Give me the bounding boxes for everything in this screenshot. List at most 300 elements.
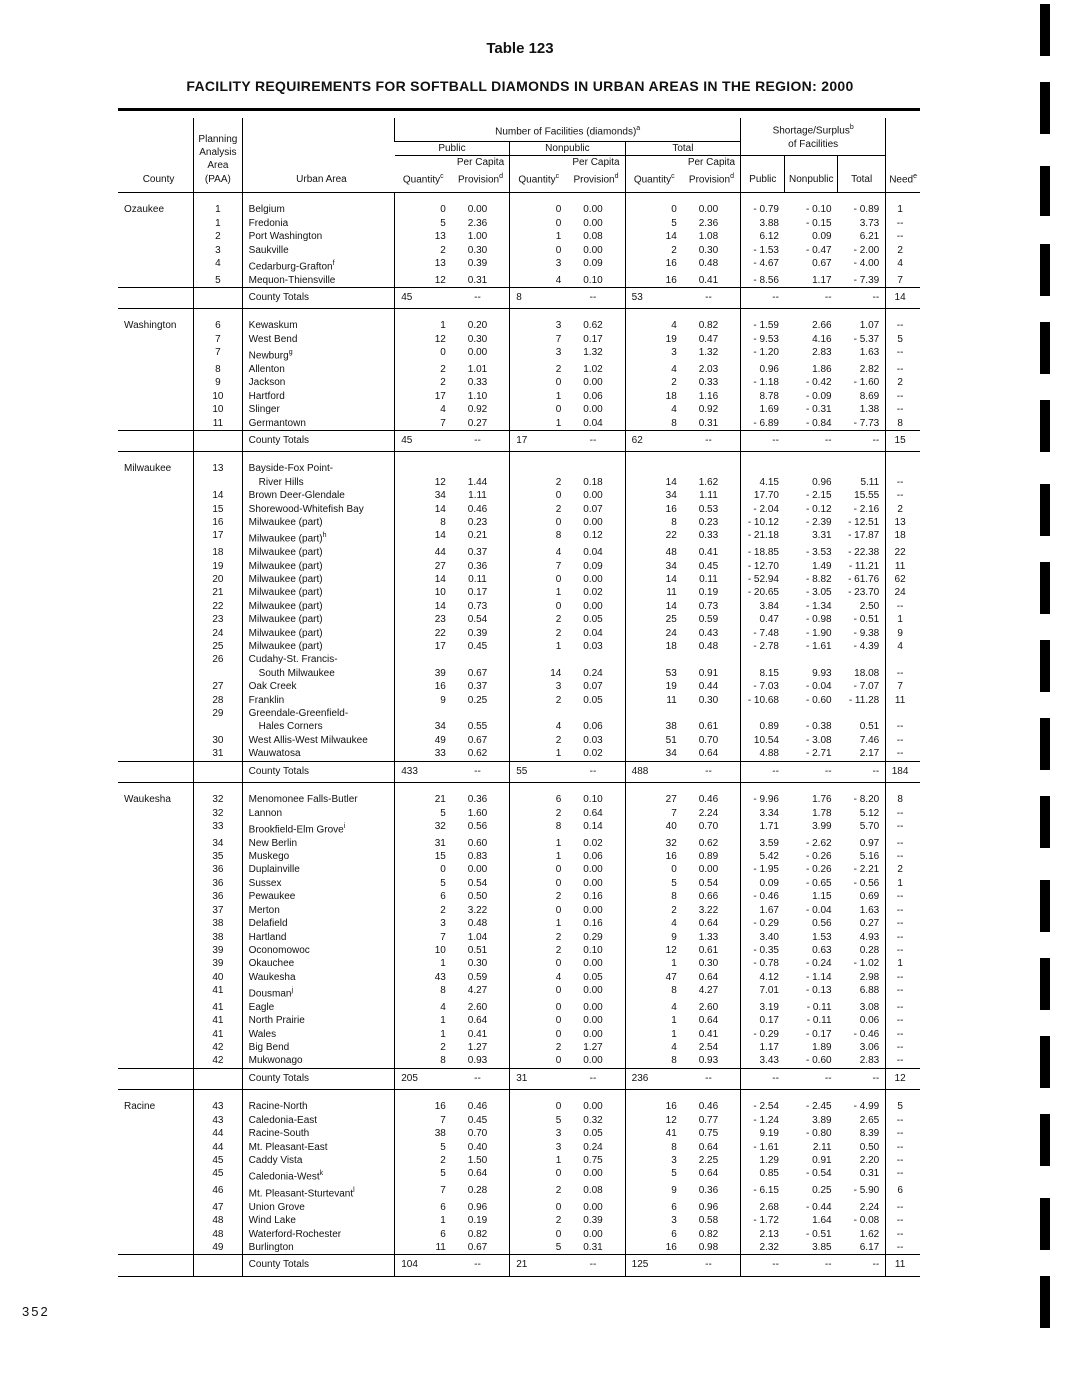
cell-paa <box>194 667 243 680</box>
table-row <box>118 1184 920 1201</box>
cell-county <box>118 1228 194 1241</box>
cell-pq: 43 <box>395 971 452 984</box>
spacer-cell <box>452 783 510 794</box>
urban-area-name: New Berlin <box>248 837 298 849</box>
cell-np: 0.03 <box>583 734 603 746</box>
cell-urban-area <box>242 1241 395 1255</box>
cell-pp: 0.46 <box>467 1101 488 1113</box>
cell-pq: 7 <box>395 931 452 944</box>
cell-st: - 2.16 <box>853 503 880 515</box>
cell-nq: 2 <box>510 476 568 489</box>
cell-county <box>118 720 194 733</box>
table-row <box>118 707 920 720</box>
cell-urban-area <box>242 1127 395 1140</box>
cell-sn: 1.15 <box>812 891 832 903</box>
cell-sn: 2.11 <box>812 1141 832 1153</box>
cell-sp: - 18.85 <box>741 546 785 559</box>
cell-pp: 0.00 <box>467 864 488 876</box>
group-spacer <box>118 309 920 320</box>
county-totals-row <box>118 288 920 309</box>
cell-need: 5 <box>886 333 920 346</box>
cell-county <box>118 1255 194 1276</box>
table-row <box>118 1054 920 1068</box>
cell-st: -- <box>838 1068 886 1089</box>
table-row <box>118 694 920 707</box>
footnote-marker: f <box>332 259 335 267</box>
cell-pp: 0.30 <box>467 244 488 256</box>
cell-need: -- <box>886 489 920 502</box>
cell-need: -- <box>886 403 920 416</box>
margin-bar <box>1040 958 1050 1010</box>
cell-nq: 1 <box>510 640 568 653</box>
cell-urban-area <box>242 516 395 529</box>
cell-need: -- <box>886 1154 920 1167</box>
margin-bar <box>1040 82 1050 134</box>
cell-paa: 49 <box>194 1241 243 1255</box>
cell-county <box>118 516 194 529</box>
cell-sp: 2.68 <box>741 1201 785 1214</box>
table-row <box>118 244 920 257</box>
cell-st: 0.69 <box>859 891 880 903</box>
cell-pq: 7 <box>395 417 452 431</box>
cell-pp: 0.39 <box>467 627 488 639</box>
cell-sn: - 0.11 <box>806 1015 832 1027</box>
cell-tq <box>625 707 683 720</box>
cell-paa: 41 <box>194 1014 243 1027</box>
cell-county <box>118 627 194 640</box>
cell-nq: 4 <box>510 971 568 984</box>
spacer-cell <box>242 452 395 463</box>
cell-tp: 0.98 <box>698 1242 719 1254</box>
cell-st: - 8.20 <box>853 794 880 806</box>
table-row <box>118 971 920 984</box>
cell-st: - 0.51 <box>853 614 880 626</box>
cell-sn: 0.96 <box>812 476 832 488</box>
cell-sn: -- <box>785 1068 838 1089</box>
cell-urban-area <box>242 529 395 546</box>
cell-tq: 125 <box>625 1255 683 1276</box>
table-row <box>118 917 920 930</box>
table-row <box>118 1100 920 1113</box>
cell-county <box>118 1041 194 1054</box>
cell-pp: 0.33 <box>467 377 488 389</box>
spacer-cell <box>567 193 625 204</box>
cell-pq: 45 <box>395 288 452 309</box>
cell-tp: 0.93 <box>698 1055 719 1067</box>
header-total-per-capita: Per Capita Provision$^d$ <box>683 156 741 193</box>
cell-st: 3.08 <box>859 1001 880 1013</box>
cell-np: 1.02 <box>583 364 603 375</box>
cell-nq: 0 <box>510 1100 568 1113</box>
urban-area-name: Caledonia-West <box>248 1171 320 1183</box>
cell-tp: 0.64 <box>698 1141 719 1153</box>
cell-sp: - 9.96 <box>741 793 785 806</box>
cell-st: - 1.60 <box>853 377 880 389</box>
cell-county <box>118 613 194 626</box>
cell-pp <box>452 462 510 475</box>
cell-np: 0.00 <box>583 574 603 586</box>
cell-nq: 0 <box>510 203 568 216</box>
cell-urban-area <box>242 793 395 806</box>
cell-pq: 6 <box>395 1228 452 1241</box>
cell-pq: 1 <box>395 1028 452 1041</box>
cell-sn: - 3.05 <box>806 587 832 599</box>
table-row <box>118 403 920 416</box>
cell-st: 2.20 <box>859 1154 880 1166</box>
cell-sp: - 10.68 <box>741 694 785 707</box>
cell-st: 3.06 <box>859 1042 880 1054</box>
cell-sp: 5.42 <box>741 850 785 863</box>
cell-sn: - 2.15 <box>806 490 832 502</box>
cell-nq: 0 <box>510 376 568 389</box>
cell-sn: - 0.38 <box>806 721 832 733</box>
table-row <box>118 600 920 613</box>
cell-nq: 0 <box>510 904 568 917</box>
cell-pp: 0.70 <box>467 1128 488 1140</box>
spacer-cell <box>118 309 194 320</box>
urban-area-name: Racine-South <box>248 1128 310 1140</box>
cell-pp: 2.36 <box>467 217 488 229</box>
cell-tp: 0.00 <box>698 864 719 876</box>
urban-area-name: Dousman <box>248 988 292 1000</box>
cell-need <box>886 462 920 475</box>
cell-sp: 9.19 <box>741 1127 785 1140</box>
cell-pq: 12 <box>395 333 452 346</box>
cell-sn: 1.78 <box>812 807 832 819</box>
cell-st <box>838 653 886 666</box>
cell-pq <box>395 653 452 666</box>
cell-sn: 0.67 <box>812 257 832 269</box>
cell-st: 5.12 <box>859 807 880 819</box>
cell-tp: -- <box>683 1068 741 1089</box>
cell-sn: 2.83 <box>812 347 832 359</box>
cell-tp: 1.62 <box>698 476 719 488</box>
cell-county: Waukesha <box>124 794 171 806</box>
spacer-cell <box>683 1090 741 1101</box>
cell-pq: 1 <box>395 957 452 970</box>
cell-st: 0.28 <box>859 944 880 956</box>
cell-sn: - 0.15 <box>806 217 832 229</box>
cell-paa: 44 <box>194 1141 243 1154</box>
urban-area-name: Wales <box>248 1028 277 1040</box>
cell-urban-area <box>242 1201 395 1214</box>
urban-area-name: Franklin <box>248 694 285 706</box>
cell-tq: 34 <box>625 560 683 573</box>
cell-np: 0.00 <box>583 204 603 216</box>
cell-county <box>118 837 194 850</box>
cell-county <box>118 560 194 573</box>
cell-pq: 7 <box>395 1184 452 1201</box>
cell-county <box>118 573 194 586</box>
table-row <box>118 904 920 917</box>
cell-paa <box>194 1255 243 1276</box>
cell-np: 0.18 <box>583 476 603 488</box>
cell-nq: 0 <box>510 573 568 586</box>
cell-paa: 8 <box>194 363 243 376</box>
cell-nq: 2 <box>510 807 568 820</box>
cell-urban-area <box>242 1114 395 1127</box>
cell-county <box>118 529 194 546</box>
cell-nq: 4 <box>510 546 568 559</box>
cell-paa: 41 <box>194 984 243 1001</box>
cell-sn: - 0.80 <box>806 1128 832 1140</box>
cell-sp <box>741 653 785 666</box>
cell-paa: 37 <box>194 904 243 917</box>
spacer-cell <box>886 309 920 320</box>
spacer-cell <box>838 309 886 320</box>
cell-urban-area <box>242 274 395 288</box>
cell-tp: 0.45 <box>698 560 719 572</box>
cell-np: 0.00 <box>583 1101 603 1113</box>
spacer-cell <box>452 309 510 320</box>
cell-sp: 3.43 <box>741 1054 785 1068</box>
urban-area-name: Okauchee <box>248 958 295 970</box>
cell-urban-area <box>242 971 395 984</box>
urban-area-name: Menomonee Falls-Butler <box>248 794 358 806</box>
page-title: FACILITY REQUIREMENTS FOR SOFTBALL DIAMONDS IN URBAN AREAS IN THE REGION: 2000 <box>186 78 854 94</box>
cell-tp: 0.31 <box>698 417 719 429</box>
urban-area-name: Newburg <box>248 350 289 362</box>
cell-tq: 8 <box>625 984 683 1001</box>
cell-st: 8.69 <box>859 390 880 402</box>
cell-sn: 1.64 <box>812 1215 832 1227</box>
cell-sp: 3.40 <box>741 931 785 944</box>
cell-tp: 0.75 <box>698 1128 719 1140</box>
cell-need: -- <box>886 971 920 984</box>
spacer-cell <box>567 452 625 463</box>
cell-np: 0.31 <box>583 1242 603 1254</box>
urban-area-name: County Totals <box>248 292 310 304</box>
table-row <box>118 807 920 820</box>
cell-paa: 26 <box>194 653 243 666</box>
cell-urban-area <box>242 720 395 733</box>
cell-nq: 6 <box>510 793 568 806</box>
cell-nq: 3 <box>510 1141 568 1154</box>
cell-st: - 12.51 <box>848 517 880 529</box>
cell-sp: 1.29 <box>741 1154 785 1167</box>
spacer-cell <box>785 1090 838 1101</box>
cell-need: -- <box>886 734 920 747</box>
urban-area-name: Hartland <box>248 931 287 943</box>
cell-tp: -- <box>683 761 741 782</box>
cell-tp: 0.77 <box>698 1114 719 1126</box>
cell-np: 0.07 <box>583 681 603 693</box>
cell-st: 3.73 <box>859 217 880 229</box>
cell-county: Ozaukee <box>124 204 165 216</box>
cell-nq: 2 <box>510 363 568 376</box>
spacer-cell <box>194 452 243 463</box>
cell-sn: -- <box>785 761 838 782</box>
cell-tq: 488 <box>625 761 683 782</box>
urban-area-name: Brookfield-Elm Grove <box>248 824 344 836</box>
cell-sn: - 0.47 <box>806 244 832 256</box>
cell-pq: 17 <box>395 640 452 653</box>
cell-tp: 1.11 <box>699 490 718 502</box>
table-row <box>118 747 920 761</box>
cell-pp: 3.22 <box>467 904 488 916</box>
cell-tq: 14 <box>625 230 683 243</box>
cell-sn: - 0.31 <box>806 404 832 416</box>
cell-tp: 0.82 <box>698 1228 719 1240</box>
cell-pp: 0.45 <box>467 641 488 653</box>
cell-pq: 2 <box>395 1154 452 1167</box>
table-row <box>118 274 920 288</box>
cell-county <box>118 244 194 257</box>
cell-need: 11 <box>886 560 920 573</box>
cell-sn: - 1.61 <box>806 641 832 653</box>
cell-sn: - 1.34 <box>806 600 832 612</box>
cell-county <box>118 403 194 416</box>
cell-nq: 2 <box>510 931 568 944</box>
cell-tp: 0.64 <box>698 971 719 983</box>
cell-pq: 6 <box>395 890 452 903</box>
cell-tq: 8 <box>625 417 683 431</box>
cell-pp: 0.64 <box>467 1168 488 1180</box>
cell-pq: 10 <box>395 944 452 957</box>
spacer-cell <box>741 309 785 320</box>
cell-paa: 27 <box>194 680 243 693</box>
cell-sn: 2.66 <box>812 320 832 332</box>
table-row <box>118 1127 920 1140</box>
cell-np: 0.00 <box>583 517 603 529</box>
cell-paa: 36 <box>194 877 243 890</box>
cell-county <box>118 288 194 309</box>
cell-np: 0.00 <box>583 1168 603 1180</box>
margin-bar <box>1040 880 1050 932</box>
cell-pq: 205 <box>395 1068 452 1089</box>
urban-area-name: Mt. Pleasant-Sturtevant <box>248 1188 354 1200</box>
cell-tq: 9 <box>625 1184 683 1201</box>
cell-st: 8.39 <box>859 1128 880 1140</box>
cell-tq: 34 <box>625 747 683 761</box>
cell-need: -- <box>886 1241 920 1255</box>
cell-np: 0.12 <box>583 530 603 542</box>
table-row <box>118 890 920 903</box>
cell-tp: 0.96 <box>698 1201 719 1213</box>
cell-st: - 0.08 <box>853 1215 880 1227</box>
cell-sn: - 0.42 <box>806 377 832 389</box>
cell-county <box>118 1001 194 1014</box>
cell-tq <box>625 462 683 475</box>
cell-sn: - 0.24 <box>806 958 832 970</box>
cell-sp: - 1.61 <box>741 1141 785 1154</box>
margin-bar <box>1040 640 1050 692</box>
cell-nq: 0 <box>510 489 568 502</box>
cell-paa <box>194 1068 243 1089</box>
cell-tp: 0.47 <box>698 333 719 345</box>
table-row <box>118 476 920 489</box>
cell-tq: 8 <box>625 890 683 903</box>
cell-st: - 4.99 <box>853 1101 880 1113</box>
margin-bar <box>1040 562 1050 614</box>
cell-tq: 11 <box>625 586 683 599</box>
cell-pp: 0.40 <box>467 1141 488 1153</box>
cell-tp: 0.70 <box>698 820 719 832</box>
cell-paa: 30 <box>194 734 243 747</box>
cell-county <box>118 363 194 376</box>
cell-st: 1.62 <box>859 1228 880 1240</box>
cell-pq: 12 <box>395 274 452 288</box>
spacer-cell <box>886 452 920 463</box>
cell-urban-area <box>242 837 395 850</box>
cell-nq: 2 <box>510 944 568 957</box>
cell-urban-area <box>242 489 395 502</box>
cell-np: 0.00 <box>583 985 603 997</box>
cell-pp: 0.45 <box>467 1114 488 1126</box>
cell-nq: 2 <box>510 503 568 516</box>
cell-county-totals-label <box>242 761 395 782</box>
cell-urban-area <box>242 747 395 761</box>
cell-np: 0.02 <box>583 587 603 599</box>
cell-need: 7 <box>886 680 920 693</box>
cell-sp: 7.01 <box>741 984 785 1001</box>
cell-paa: 48 <box>194 1228 243 1241</box>
cell-need: 12 <box>886 1068 920 1089</box>
cell-tq: 14 <box>625 600 683 613</box>
cell-tq: 16 <box>625 850 683 863</box>
cell-need: 13 <box>886 516 920 529</box>
cell-sn <box>785 707 838 720</box>
margin-bar <box>1040 1276 1050 1328</box>
cell-tq: 5 <box>625 1167 683 1184</box>
margin-bar <box>1040 484 1050 536</box>
spacer-cell <box>838 193 886 204</box>
cell-sn: - 1.14 <box>806 971 832 983</box>
cell-county <box>118 680 194 693</box>
cell-st: 5.11 <box>860 476 880 488</box>
cell-st: 2.24 <box>859 1201 880 1213</box>
cell-nq: 1 <box>510 390 568 403</box>
margin-bar <box>1040 1114 1050 1166</box>
urban-area-name: Saukville <box>248 244 289 256</box>
cell-tq: 2 <box>625 904 683 917</box>
cell-need: -- <box>886 904 920 917</box>
cell-county <box>118 489 194 502</box>
cell-sp: 10.54 <box>741 734 785 747</box>
table-row <box>118 734 920 747</box>
cell-st: 2.82 <box>859 364 880 375</box>
cell-paa: 10 <box>194 390 243 403</box>
cell-tq: 16 <box>625 274 683 288</box>
spacer-cell <box>510 783 568 794</box>
cell-np: 0.00 <box>583 958 603 970</box>
cell-pp: 0.30 <box>467 333 488 345</box>
urban-area-name: Milwaukee (part) <box>248 600 323 612</box>
cell-tq: 8 <box>625 1141 683 1154</box>
cell-paa: 32 <box>194 807 243 820</box>
cell-sp: - 6.15 <box>741 1184 785 1201</box>
cell-sp: 3.34 <box>741 807 785 820</box>
margin-bar <box>1040 166 1050 216</box>
cell-sp: - 7.48 <box>741 627 785 640</box>
cell-county-totals-label <box>242 1068 395 1089</box>
cell-county <box>118 944 194 957</box>
cell-urban-area <box>242 707 395 720</box>
cell-paa: 11 <box>194 417 243 431</box>
cell-pq: 2 <box>395 1041 452 1054</box>
spacer-cell <box>242 783 395 794</box>
cell-pp: 0.62 <box>467 748 488 760</box>
cell-nq: 0 <box>510 984 568 1001</box>
cell-tq: 8 <box>625 1054 683 1068</box>
group-spacer <box>118 193 920 204</box>
cell-np: 0.04 <box>583 417 603 429</box>
cell-county <box>118 257 194 274</box>
cell-nq: 5 <box>510 1241 568 1255</box>
urban-area-name: Mukwonago <box>248 1055 303 1067</box>
cell-paa: 34 <box>194 837 243 850</box>
table-row <box>118 319 920 332</box>
